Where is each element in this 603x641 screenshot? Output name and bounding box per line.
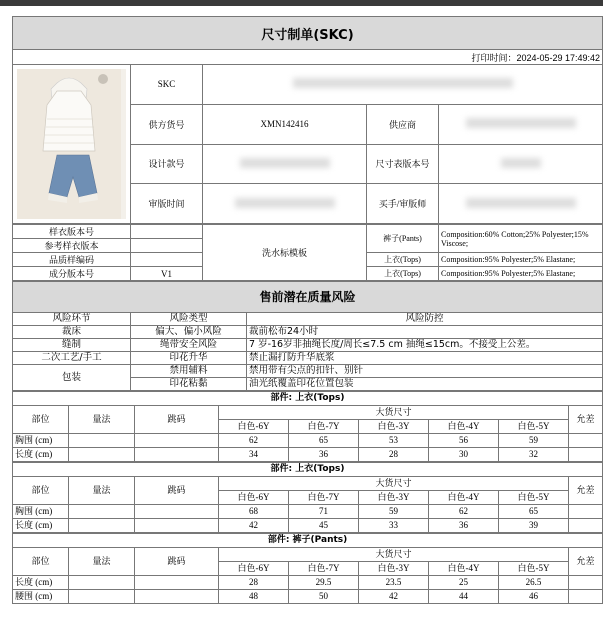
measure-value: 46 (499, 590, 569, 604)
measure-jump (135, 505, 219, 519)
measure-name: 胸围 (cm) (13, 434, 69, 448)
size-header: 白色-5Y (499, 562, 569, 576)
finished-ver-value: V1 (131, 267, 203, 281)
measure-value: 62 (429, 505, 499, 519)
supplier-no-label: 供方货号 (131, 104, 203, 144)
col-header-jump: 跳码 (135, 406, 219, 434)
buyer-value (439, 184, 603, 224)
table-row (13, 505, 603, 519)
col-header-position: 部位 (13, 477, 69, 505)
parts-container (12, 391, 603, 604)
item-code-value (131, 253, 203, 267)
measure-value: 42 (359, 590, 429, 604)
measure-value: 29.5 (289, 576, 359, 590)
measure-value: 36 (429, 519, 499, 533)
size-header: 白色-6Y (219, 562, 289, 576)
skc-label: SKC (131, 65, 203, 105)
measure-method (69, 590, 135, 604)
ref-ver-value (131, 239, 203, 253)
versions-table (12, 224, 603, 281)
measure-value: 65 (289, 434, 359, 448)
measure-method (69, 505, 135, 519)
col-header-bulk-size: 大货尺寸 (219, 406, 569, 420)
risk-type: 印花粘黏 (131, 378, 247, 391)
part-table (12, 391, 603, 462)
size-ver-value (439, 144, 603, 184)
comp-value-tops-2: Composition:95% Polyester;5% Elastane; (439, 267, 603, 281)
measure-name: 长度 (cm) (13, 519, 69, 533)
part-title: 部件: 裤子(Pants) (13, 534, 603, 548)
measure-value: 48 (219, 590, 289, 604)
supplier-value (439, 104, 603, 144)
measure-value: 33 (359, 519, 429, 533)
comp-label-pants: 裤子(Pants) (367, 225, 439, 253)
window-top-bar (0, 0, 603, 6)
col-header-bulk-size: 大货尺寸 (219, 548, 569, 562)
risk-stage: 包装 (13, 365, 131, 391)
col-header-tolerance: 允差 (569, 406, 603, 434)
risk-ctrl: 裁前松布24小时 (247, 326, 603, 339)
measure-value: 39 (499, 519, 569, 533)
table-row (13, 590, 603, 604)
size-header: 白色-5Y (499, 420, 569, 434)
part-title: 部件: 上衣(Tops) (13, 392, 603, 406)
size-header: 白色-7Y (289, 420, 359, 434)
measure-tolerance (569, 448, 603, 462)
measure-value: 65 (499, 505, 569, 519)
measure-tolerance (569, 590, 603, 604)
size-header: 白色-4Y (429, 491, 499, 505)
risk-title: 售前潜在质量风险 (13, 282, 603, 313)
supplier-label: 供应商 (367, 104, 439, 144)
measure-method (69, 434, 135, 448)
measure-value: 71 (289, 505, 359, 519)
measure-method (69, 519, 135, 533)
risk-type: 偏大、偏小风险 (131, 326, 247, 339)
review-time-label: 审版时间 (131, 184, 203, 224)
col-header-position: 部位 (13, 548, 69, 576)
col-header-bulk-size: 大货尺寸 (219, 477, 569, 491)
measure-value: 28 (219, 576, 289, 590)
part-title: 部件: 上衣(Tops) (13, 463, 603, 477)
measure-value: 25 (429, 576, 499, 590)
sample-ver-label: 样衣版本号 (13, 225, 131, 239)
finished-ver-label: 成分版本号 (13, 267, 131, 281)
measure-name: 胸围 (cm) (13, 505, 69, 519)
risk-ctrl: 油光纸覆盖印花位置包装 (247, 378, 603, 391)
measure-method (69, 576, 135, 590)
print-time: 打印时间：2024-05-29 17:49:42 (13, 50, 603, 65)
col-header-tolerance: 允差 (569, 548, 603, 576)
measure-tolerance (569, 505, 603, 519)
col-header-method: 量法 (69, 548, 135, 576)
design-no-label: 设计款号 (131, 144, 203, 184)
risk-ctrl: 禁止漏打防升华底浆 (247, 352, 603, 365)
comp-value-tops-1: Composition:95% Polyester;5% Elastane; (439, 253, 603, 267)
col-header-position: 部位 (13, 406, 69, 434)
risk-stage: 裁床 (13, 326, 131, 339)
measure-value: 36 (289, 448, 359, 462)
measure-value: 59 (499, 434, 569, 448)
size-header: 白色-7Y (289, 491, 359, 505)
risk-type: 禁用辅料 (131, 365, 247, 378)
supplier-no-value: XMN142416 (203, 104, 367, 144)
measure-value: 26.5 (499, 576, 569, 590)
design-no-value (203, 144, 367, 184)
part-table (12, 533, 603, 604)
product-photo (17, 69, 126, 219)
table-row (13, 576, 603, 590)
measure-tolerance (569, 519, 603, 533)
comp-value-pants: Composition:60% Cotton;25% Polyester;15% Viscose; (439, 225, 603, 253)
measure-tolerance (569, 576, 603, 590)
risk-header-stage: 风险环节 (13, 313, 131, 326)
ref-ver-label: 参考样衣版本 (13, 239, 131, 253)
col-header-tolerance: 允差 (569, 477, 603, 505)
measure-jump (135, 590, 219, 604)
measure-tolerance (569, 434, 603, 448)
measure-value: 34 (219, 448, 289, 462)
risk-header-ctrl: 风险防控 (247, 313, 603, 326)
comp-label-tops-2: 上衣(Tops) (367, 267, 439, 281)
measure-name: 长度 (cm) (13, 448, 69, 462)
measure-jump (135, 448, 219, 462)
part-table (12, 462, 603, 533)
size-header: 白色-5Y (499, 491, 569, 505)
measure-value: 53 (359, 434, 429, 448)
measure-value: 68 (219, 505, 289, 519)
col-header-method: 量法 (69, 406, 135, 434)
header-table (12, 16, 603, 224)
measure-value: 59 (359, 505, 429, 519)
risk-ctrl: 7 岁-16岁非抽绳长度/周长≤7.5 cm 抽绳≤15cm。不接受上公差。 (247, 339, 603, 352)
measure-name: 腰围 (cm) (13, 590, 69, 604)
product-photo-cell (13, 65, 131, 224)
size-header: 白色-6Y (219, 491, 289, 505)
measure-value: 32 (499, 448, 569, 462)
size-header: 白色-3Y (359, 420, 429, 434)
page-title: 尺寸制单(SKC) (13, 17, 603, 50)
size-header: 白色-6Y (219, 420, 289, 434)
size-header: 白色-4Y (429, 420, 499, 434)
measure-value: 23.5 (359, 576, 429, 590)
measure-value: 62 (219, 434, 289, 448)
measure-name: 长度 (cm) (13, 576, 69, 590)
buyer-label: 买手/审版师 (367, 184, 439, 224)
table-row (13, 448, 603, 462)
size-header: 白色-7Y (289, 562, 359, 576)
document-page (12, 16, 603, 604)
measure-jump (135, 434, 219, 448)
measure-value: 44 (429, 590, 499, 604)
risk-table (12, 281, 603, 391)
measure-value: 42 (219, 519, 289, 533)
item-code-label: 品质样编码 (13, 253, 131, 267)
wash-label-template: 洗水标模板 (203, 225, 367, 281)
measure-value: 30 (429, 448, 499, 462)
measure-value: 56 (429, 434, 499, 448)
size-header: 白色-4Y (429, 562, 499, 576)
sample-ver-value (131, 225, 203, 239)
risk-ctrl: 禁用带有尖点的扣针、别针 (247, 365, 603, 378)
col-header-jump: 跳码 (135, 477, 219, 505)
measure-value: 28 (359, 448, 429, 462)
risk-stage: 缝制 (13, 339, 131, 352)
col-header-method: 量法 (69, 477, 135, 505)
risk-stage: 二次工艺/手工 (13, 352, 131, 365)
size-ver-label: 尺寸表版本号 (367, 144, 439, 184)
col-header-jump: 跳码 (135, 548, 219, 576)
risk-type: 绳带安全风险 (131, 339, 247, 352)
size-header: 白色-3Y (359, 562, 429, 576)
measure-method (69, 448, 135, 462)
skc-value (203, 65, 603, 105)
risk-type: 印花升华 (131, 352, 247, 365)
risk-header-type: 风险类型 (131, 313, 247, 326)
measure-jump (135, 576, 219, 590)
measure-value: 50 (289, 590, 359, 604)
measure-value: 45 (289, 519, 359, 533)
table-row (13, 519, 603, 533)
table-row (13, 434, 603, 448)
review-time-value (203, 184, 367, 224)
size-header: 白色-3Y (359, 491, 429, 505)
measure-jump (135, 519, 219, 533)
comp-label-tops-1: 上衣(Tops) (367, 253, 439, 267)
